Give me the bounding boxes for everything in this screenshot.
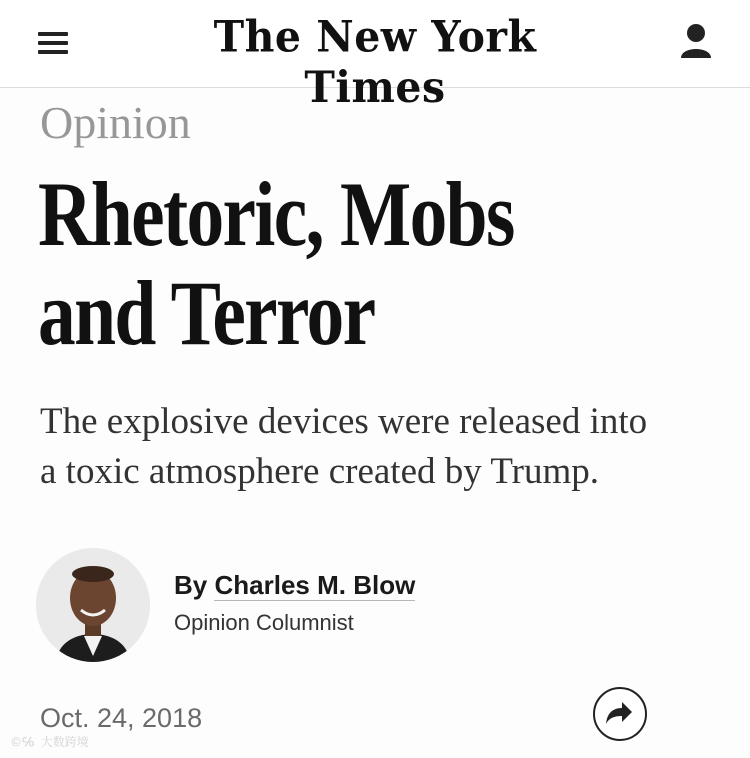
top-navigation-bar <box>0 0 750 113</box>
menu-line <box>38 32 68 36</box>
summary-line-1: The explosive devices were released into <box>40 401 648 442</box>
share-arrow-icon <box>605 700 633 726</box>
user-account-icon[interactable] <box>678 22 714 62</box>
headline-line-1: Rhetoric, Mobs <box>38 163 514 265</box>
byline-prefix: By <box>174 570 208 600</box>
article-headline <box>38 165 546 363</box>
author-name-link[interactable]: Charles M. Blow <box>214 570 416 600</box>
watermark-logo: ©℅ <box>10 735 35 749</box>
byline-block <box>174 570 415 636</box>
watermark <box>8 733 89 750</box>
byline <box>174 570 415 601</box>
author-avatar[interactable] <box>36 548 150 662</box>
summary-line-2: a toxic atmosphere created by Trump. <box>40 451 599 492</box>
hamburger-menu-icon[interactable] <box>38 30 70 56</box>
article-summary <box>40 397 720 497</box>
masthead-logo[interactable]: The New York Times <box>213 11 537 113</box>
watermark-text: 大数跨境 <box>40 735 89 749</box>
publish-date: Oct. 24, 2018 <box>40 703 203 733</box>
menu-line <box>38 50 68 54</box>
menu-line <box>38 41 68 45</box>
share-button[interactable] <box>593 687 647 741</box>
author-role: Opinion Columnist <box>174 610 354 635</box>
headline-line-2: and Terror <box>38 262 375 364</box>
section-label[interactable]: Opinion <box>40 97 191 148</box>
